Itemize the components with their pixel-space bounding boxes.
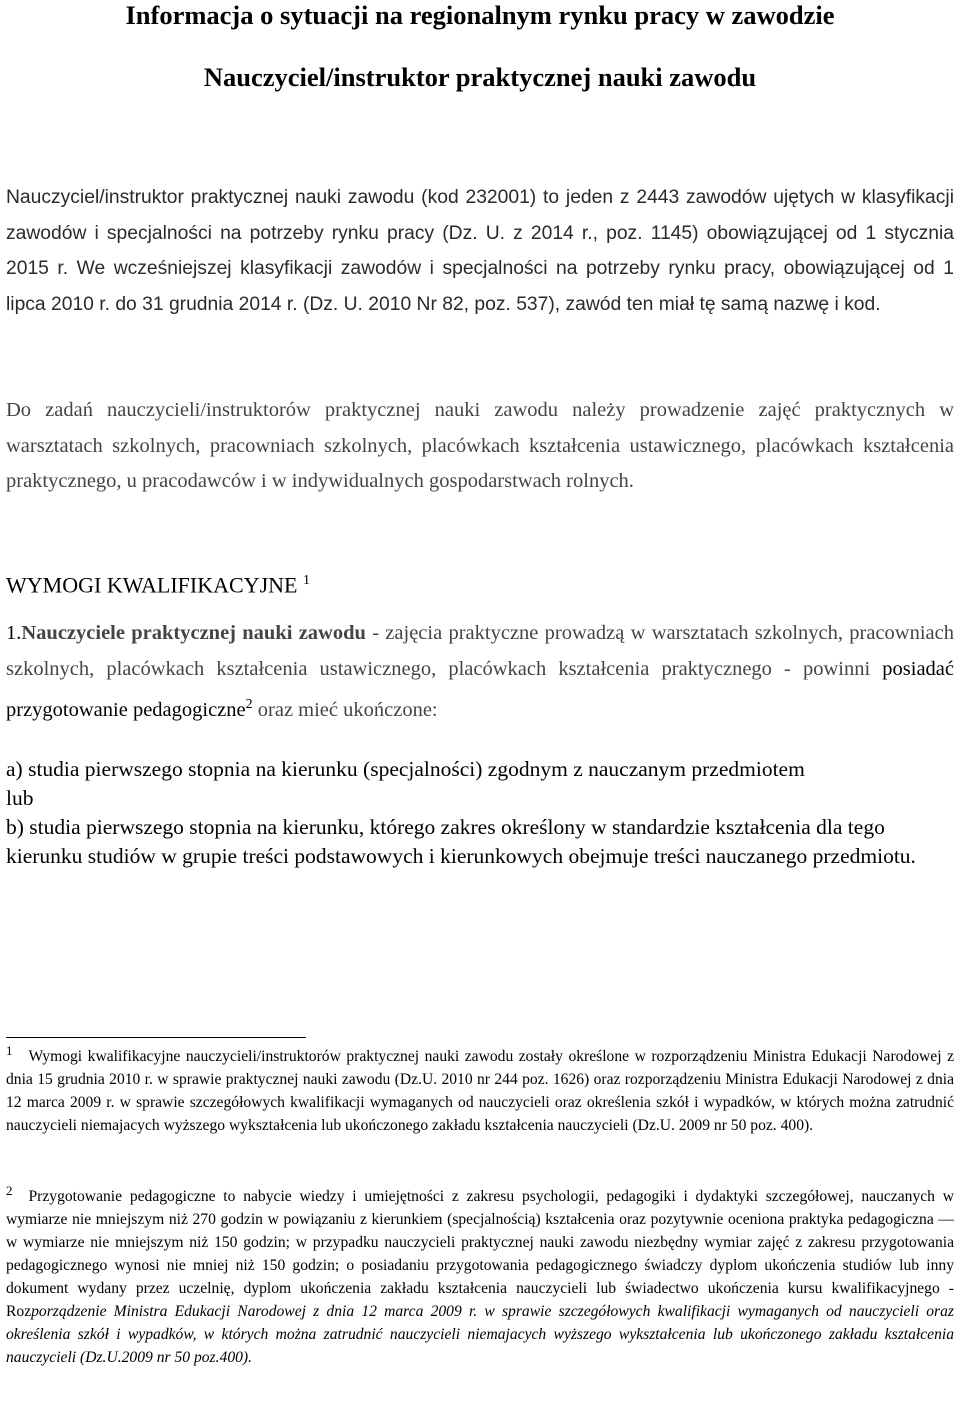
education-options bbox=[6, 755, 954, 871]
tasks-paragraph: Do zadań nauczycieli/instruktorów praktycznej nauki zawodu należy prowadzenie zajęć praktycznych w warsztatach szkolnych, pracowniach szkolnych, placówkach kształcenia ustawicznego, placówkach kształcenia praktycznego, u pracodawców i w indywidualnych gospodarstwach rolnych. bbox=[6, 399, 954, 492]
occupation-title: Nauczyciel/instruktor praktycznej nauki zawodu bbox=[203, 62, 757, 92]
intro-paragraph: Nauczyciel/instruktor praktycznej nauki zawodu (kod 232001) to jeden z 2443 zawodów ujętych w klasyfikacji zawodów i specjalności na potrzeby rynku pracy (Dz. U. z 2014 r., poz. 1145) obowiązującej od 1 stycznia 2015 r. We wcześniejszej klasyfikacji zawodów i specjalności na potrzeby rynku pracy, obowiązującej od 1 lipca 2010 r. do 31 grudnia 2014 r. (Dz. U. 2010 Nr 82, poz. 537), zawód ten miał tę samą nazwę i kod. bbox=[6, 187, 954, 315]
requirements-heading: WYMOGI KWALIFIKACYJNE $^1$ bbox=[6, 572, 310, 598]
document-title: Informacja o sytuacji na regionalnym rynku pracy w zawodzie bbox=[125, 0, 835, 30]
footnote-1: $^1$ Wymogi kwalifikacyjne nauczycieli/instruktorów praktycznej nauki zawodu zostały określone w rozporządzeniu Ministra Edukacji Narodowej z dnia 15 grudnia 2010 r. w sprawie praktycznej nauki zawodu (Dz.U. 2010 nr 244 poz. 1626) oraz rozporządzeniu Ministra Edukacji Narodowej z dnia 12 marca 2009 r. w sprawie szczegółowych kwalifikacji wymaganych od nauczycieli oraz określenia szkół i wypadków, w których można zatrudnić nauczycieli niemajacych wyższego wykształcenia lub ukończonego zakładu kształcenia nauczycieli (Dz.U. 2009 nr 50 poz. 400). bbox=[6, 1042, 954, 1134]
footnote-ref-2: 2 bbox=[245, 697, 253, 712]
footnote-ref-1: 1 bbox=[302, 573, 310, 588]
footnote-2: $^2$ Przygotowanie pedagogiczne to nabycie wiedzy i umiejętności z zakresu psychologii, pedagogiki i dydaktyki szczegółowej, nauczanych w wymiarze nie mniejszym niż 270 godzin w powiązaniu z kierunkiem (specjalnością) kształcenia oraz pozytywnie oceniona praktyka pedagogiczna — w wymiarze nie mniejszym niż 150 godzin; w przypadku nauczycieli praktycznej nauki zawodu niezbędny wymiar zajęć z zakresu przygotowania pedagogicznego wynosi nie mniej niż 150 godzin; o posiadaniu przygotowania pedagogicznego świadczy dyplom ukończenia studiów lub inny dokument wydany przez uczelnię, dyplom ukończenia zakładu kształcenia nauczycieli lub świadectwo ukończenia kursu kwalifikacyjnego - Rozporządzenie Ministra Edukacji Narodowej z dnia 12 marca 2009 r. w sprawie szczegółowych kwalifikacji wymaganych od nauczycieli oraz określenia szkół i wypadków, w których można zatrudnić nauczycieli niemajacych wyższego wykształcenia lub ukończonego zakładu kształcenia nauczycieli (Dz.U.2009 nr 50 poz.400). bbox=[6, 1182, 954, 1366]
option-b: b) studia pierwszego stopnia na kierunku, którego zakres określony w standardzie kształcenia dla tego kierunku studiów w grupie treści podstawowych i kierunkowych obejmuje treści nauczanego przedmiotu. bbox=[6, 815, 916, 868]
requirements-paragraph: 1.Nauczyciele praktycznej nauki zawodu - zajęcia praktyczne prowadzą w warsztatach szkolnych, pracowniach szkolnych, placówkach kształcenia ustawicznego, placówkach kształcenia praktycznego - powinni posiadać przygotowanie pedagogiczne$^2$ oraz mieć ukończone: bbox=[6, 622, 954, 721]
option-a: a) studia pierwszego stopnia na kierunku (specjalności) zgodnym z nauczanym przedmiotem bbox=[6, 757, 805, 781]
footnote-separator bbox=[6, 1037, 306, 1038]
option-connector: lub bbox=[6, 786, 34, 810]
